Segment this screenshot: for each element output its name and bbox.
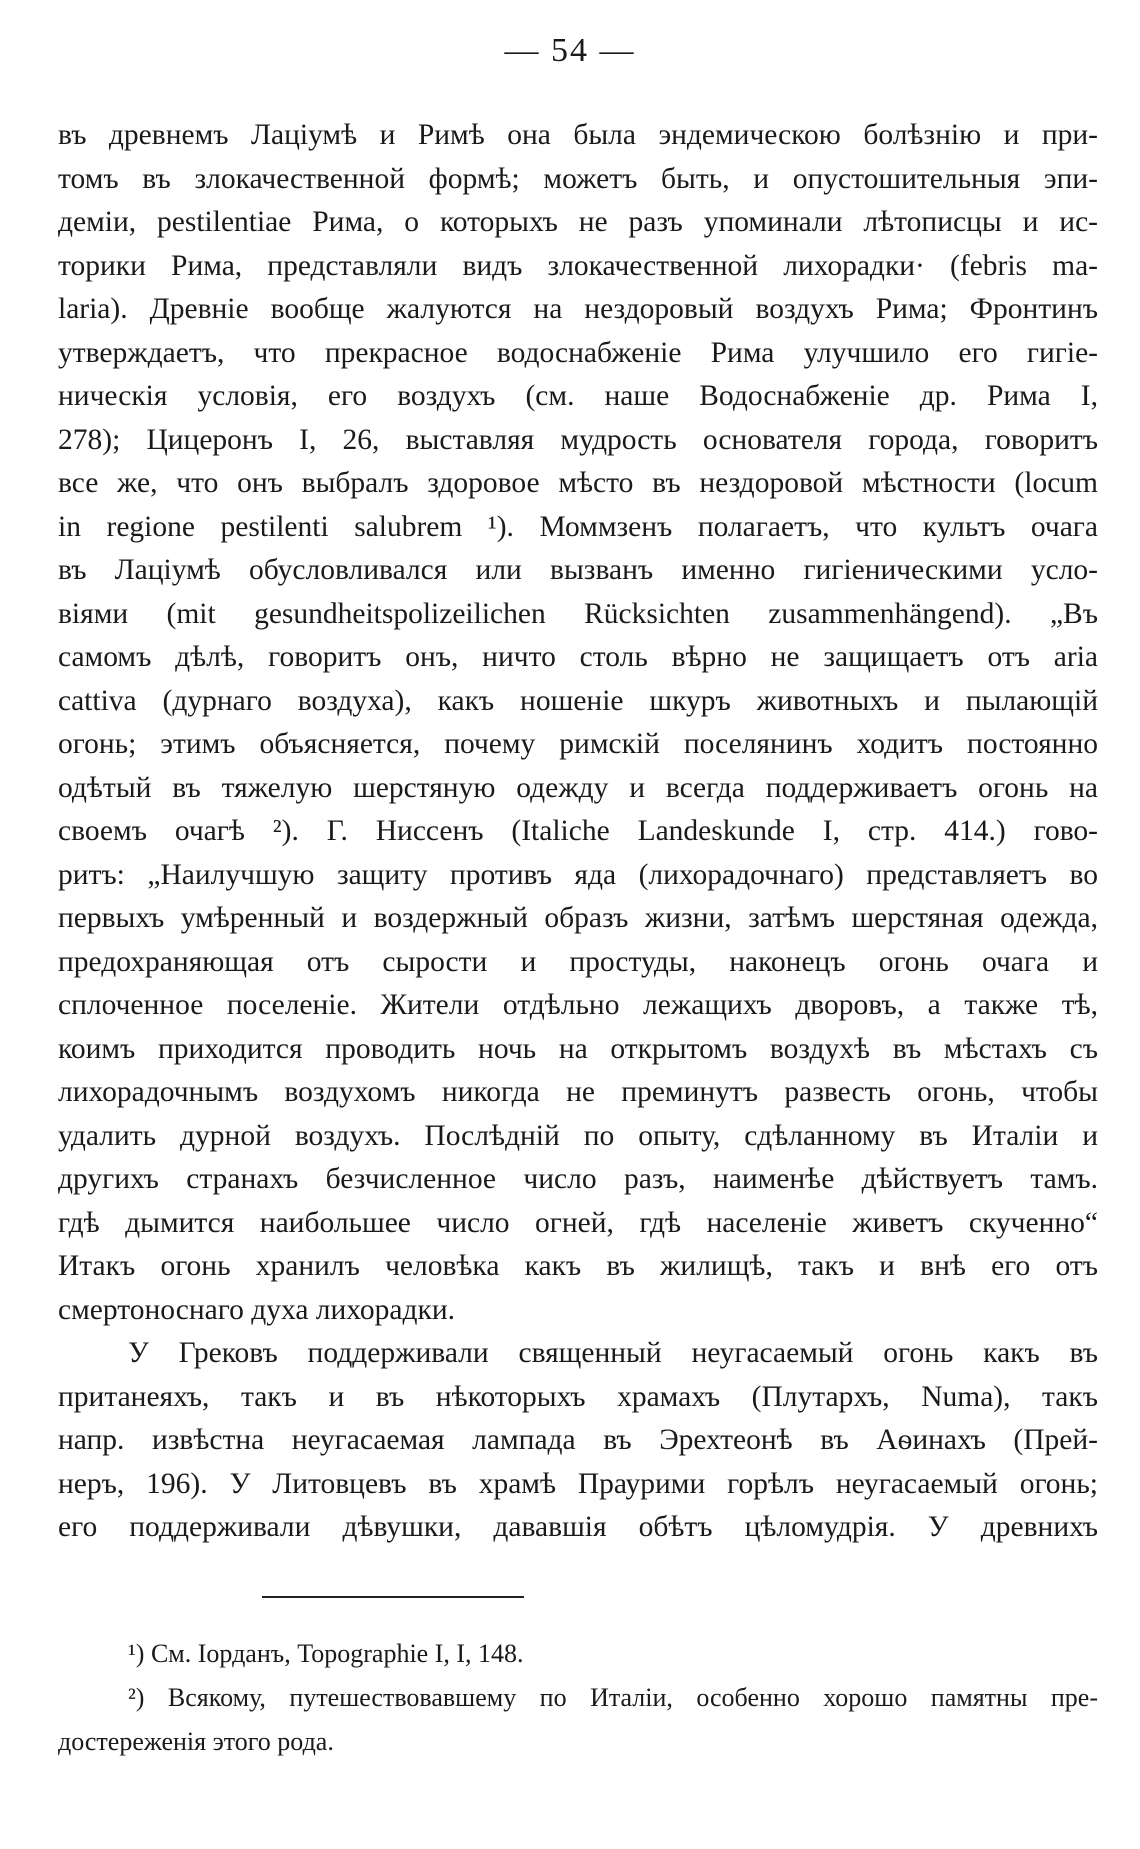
text-line: предохраняющая отъ сырости и простуды, наконецъ огонь очага и [58, 945, 1098, 978]
text-line: утверждаетъ, что прекрасное водоснабженіе Рима улучшило его гигіе- [58, 336, 1098, 369]
text-line: пританеяхъ, такъ и въ нѣкоторыхъ храмахъ (Плутархъ, Numa), такъ [58, 1380, 1098, 1413]
text-line: удалить дурной воздухъ. Послѣдній по опыту, сдѣланному въ Италіи и [58, 1119, 1098, 1152]
text-line: in regione pestilenti salubrem ¹). Моммзенъ полагаетъ, что культъ очага [58, 510, 1098, 543]
text-line: ритъ: „Наилучшую защиту противъ яда (лихорадочнаго) представляетъ во [58, 858, 1098, 891]
text-line: гдѣ дымится наибольшее число огней, гдѣ населеніе живетъ скученно“ [58, 1206, 1098, 1239]
text-line: cattiva (дурнаго воздуха), какъ ношеніе шкуръ животныхъ и пылающій [58, 684, 1098, 717]
text-line: ническія условія, его воздухъ (см. наше Водоснабженіе др. Рима I, [58, 380, 1098, 412]
text-line: другихъ странахъ безчисленное число разъ, наименѣе дѣйствуетъ тамъ. [58, 1163, 1098, 1195]
body-text [58, 114, 1098, 1550]
text-line: одѣтый въ тяжелую шерстяную одежду и всегда поддерживаетъ огонь на [58, 771, 1098, 804]
text-line: напр. извѣстна неугасаемая лампада въ Эрехтеонѣ въ Аѳинахъ (Прей- [58, 1424, 1098, 1456]
text-line: сплоченное поселеніе. Жители отдѣльно лежащихъ дворовъ, а также тѣ, [58, 989, 1098, 1021]
text-line: неръ, 196). У Литовцевъ въ храмѣ Праурими горѣлъ неугасаемый огонь; [58, 1467, 1098, 1500]
text-line: въ древнемъ Лаціумѣ и Римѣ она была эндемическою болѣзнію и при- [58, 119, 1098, 151]
paragraph-start-line: У Грековъ поддерживали священный неугасаемый огонь какъ въ [128, 1337, 1098, 1369]
paragraph-end-line: смертоноснаго духа лихорадки. [58, 1293, 456, 1326]
page-number: — 54 — [504, 32, 636, 69]
text-line: 278); Цицеронъ I, 26, выставляя мудрость основателя города, говоритъ [58, 423, 1098, 456]
text-line: laria). Древніе вообще жалуются на нездоровый воздухъ Рима; Фронтинъ [58, 293, 1098, 325]
text-line: его поддерживали дѣвушки, дававшія обѣтъ цѣломудрія. У древнихъ [58, 1511, 1098, 1543]
footnote-divider [262, 1596, 524, 1598]
text-line: деміи, pestilentiae Рима, о которыхъ не разъ упоминали лѣтописцы и ис- [58, 206, 1098, 238]
footnote-1: ¹) См. Іорданъ, Topographie I, I, 148. [128, 1639, 524, 1668]
text-line: торики Рима, представляли видъ злокачественной лихорадки· (febris ma- [58, 249, 1098, 282]
text-line: самомъ дѣлѣ, говоритъ онъ, ничто столь вѣрно не защищаетъ отъ aria [58, 641, 1098, 673]
text-line: томъ въ злокачественной формѣ; можетъ быть, и опустошительныя эпи- [58, 162, 1098, 195]
text-line: Итакъ огонь хранилъ человѣка какъ въ жилищѣ, такъ и внѣ его отъ [58, 1250, 1098, 1282]
footnotes [58, 1632, 1098, 1764]
footnote-2-continued: достереженія этого рода. [58, 1727, 334, 1756]
text-line: коимъ приходится проводить ночь на открытомъ воздухѣ въ мѣстахъ съ [58, 1032, 1098, 1065]
text-line: огонь; этимъ объясняется, почему римскій поселянинъ ходитъ постоянно [58, 728, 1098, 760]
text-line: лихорадочнымъ воздухомъ никогда не преминутъ развесть огонь, чтобы [58, 1076, 1098, 1108]
text-line: первыхъ умѣренный и воздержный образъ жизни, затѣмъ шерстяная одежда, [58, 902, 1098, 934]
text-line: все же, что онъ выбралъ здоровое мѣсто въ нездоровой мѣстности (locum [58, 467, 1098, 499]
text-line: віями (mit gesundheitspolizeilichen Rücksichten zusammenhängend). „Въ [58, 597, 1098, 630]
footnote-2: ²) Всякому, путешествовавшему по Италіи, особенно хорошо памятны пре- [128, 1683, 1098, 1712]
text-line: своемъ очагѣ ²). Г. Ниссенъ (Italiche Landeskunde I, стр. 414.) гово- [58, 815, 1098, 847]
text-line: въ Лаціумѣ обусловливался или вызванъ именно гигіеническими усло- [58, 554, 1098, 586]
